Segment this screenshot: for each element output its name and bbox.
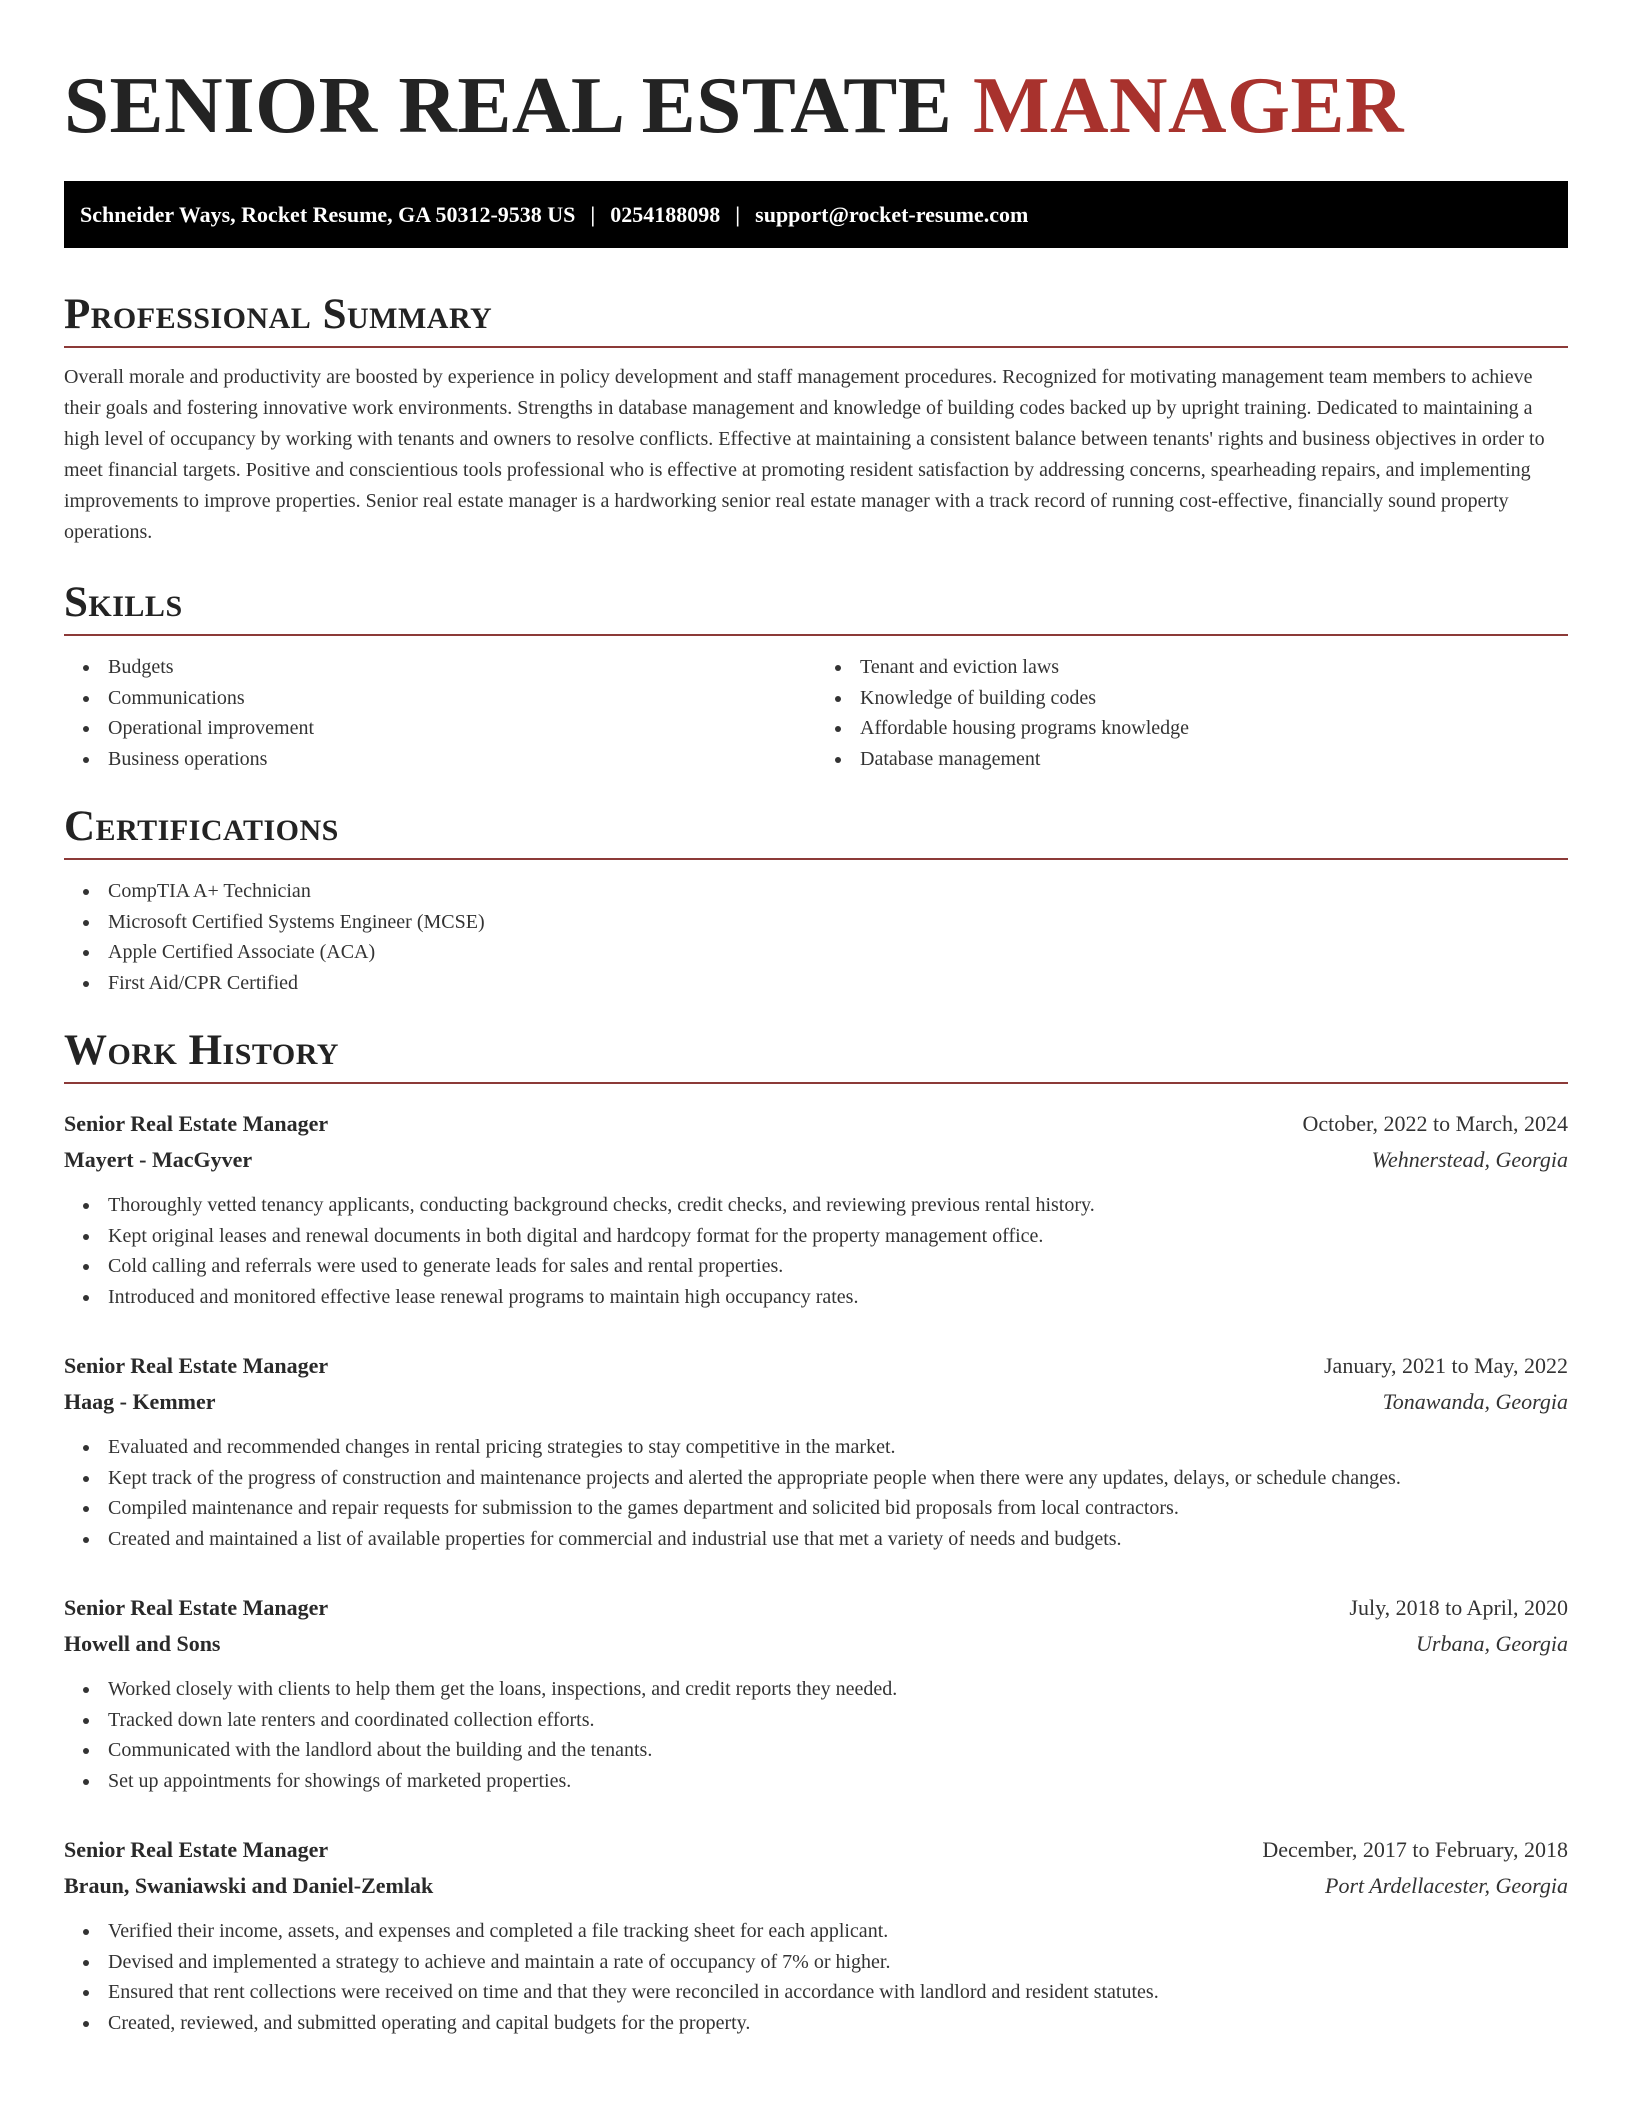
job-header-row: [64, 1832, 1568, 1868]
job-bullet: Kept original leases and renewal documents in both digital and hardcopy format for the property management office.: [108, 1221, 1568, 1252]
skill-item: Budgets: [108, 652, 816, 683]
job-bullet: Evaluated and recommended changes in rental pricing strategies to stay competitive in the market.: [108, 1432, 1568, 1463]
job-company: Braun, Swaniawski and Daniel-Zemlak: [64, 1873, 434, 1898]
job-bullet: Compiled maintenance and repair requests for submission to the games department and solicited bid proposals from local contractors.: [108, 1493, 1568, 1524]
section-title-summary: Professional Summary: [64, 290, 1568, 348]
job-dates: October, 2022 to March, 2024: [1302, 1111, 1568, 1136]
skill-item: Database management: [860, 744, 1568, 775]
summary-text: Overall morale and productivity are boosted by experience in policy development and staff management procedures. Recognized for motivating management team members to achieve their goals and fostering innovative work environments. Strengths in database management and knowledge of building codes backed up by upright training. Dedicated to maintaining a high level of occupancy by working with tenants and owners to resolve conflicts. Effective at maintaining a consistent balance between tenants' rights and business objectives in order to meet financial targets. Positive and conscientious tools professional who is effective at promoting resident satisfaction by addressing concerns, spearheading repairs, and implementing improvements to improve properties. Senior real estate manager is a hardworking senior real estate manager with a track record of running cost-effective, financially sound property operations.: [64, 366, 1545, 543]
name-first: SENIOR REAL ESTATE: [64, 60, 953, 150]
job-bullet: Communicated with the landlord about the building and the tenants.: [108, 1735, 1568, 1766]
job-company: Howell and Sons: [64, 1631, 221, 1656]
job-entry: [64, 1106, 1568, 1312]
job-header-row: [64, 1590, 1568, 1626]
job-bullet: Set up appointments for showings of marketed properties.: [108, 1766, 1568, 1797]
certification-item: Apple Certified Associate (ACA): [108, 937, 1568, 968]
job-bullet: Verified their income, assets, and expenses and completed a file tracking sheet for each applicant.: [108, 1916, 1568, 1947]
job-bullets: [64, 1432, 1568, 1554]
job-entry: [64, 1590, 1568, 1796]
skill-item: Communications: [108, 683, 816, 714]
section-title-work-history: Work History: [64, 1026, 1568, 1084]
job-header-row: [64, 1348, 1568, 1384]
job-title: Senior Real Estate Manager: [64, 1837, 329, 1862]
job-bullet: Created, reviewed, and submitted operating and capital budgets for the property.: [108, 2008, 1568, 2039]
skill-item: Operational improvement: [108, 713, 816, 744]
skills-list-left: [64, 652, 816, 774]
work-history-section: [64, 1026, 1568, 2038]
job-bullet: Thoroughly vetted tenancy applicants, conducting background checks, credit checks, and reviewing previous rental history.: [108, 1190, 1568, 1221]
certification-item: Microsoft Certified Systems Engineer (MCSE): [108, 907, 1568, 938]
job-company: Mayert - MacGyver: [64, 1147, 253, 1172]
resume-page: [64, 0, 1568, 2038]
job-bullet: Devised and implemented a strategy to achieve and maintain a rate of occupancy of 7% or higher.: [108, 1947, 1568, 1978]
job-bullets: [64, 1916, 1568, 2038]
job-bullet: Worked closely with clients to help them get the loans, inspections, and credit reports they needed.: [108, 1674, 1568, 1705]
summary-section: [64, 290, 1568, 548]
job-bullet: Cold calling and referrals were used to generate leads for sales and rental properties.: [108, 1251, 1568, 1282]
name-last: MANAGER: [973, 60, 1405, 150]
job-bullets: [64, 1190, 1568, 1312]
job-bullet: Created and maintained a list of available properties for commercial and industrial use that met a variety of needs and budgets.: [108, 1524, 1568, 1555]
section-title-skills: Skills: [64, 578, 1568, 636]
job-location: Port Ardellacester, Georgia: [1325, 1873, 1568, 1898]
certification-item: CompTIA A+ Technician: [108, 876, 1568, 907]
contact-phone: 0254188098: [610, 202, 721, 227]
job-dates: December, 2017 to February, 2018: [1262, 1837, 1568, 1862]
job-subheader-row: [64, 1868, 1568, 1904]
contact-separator: |: [590, 202, 596, 227]
contact-email: support@rocket-resume.com: [755, 202, 1029, 227]
job-company: Haag - Kemmer: [64, 1389, 216, 1414]
job-entry: [64, 1832, 1568, 2038]
skills-section: [64, 578, 1568, 774]
job-title: Senior Real Estate Manager: [64, 1595, 329, 1620]
certifications-section: [64, 802, 1568, 998]
job-entry: [64, 1348, 1568, 1554]
job-bullet: Tracked down late renters and coordinated collection efforts.: [108, 1705, 1568, 1736]
resume-name: [64, 60, 1568, 150]
job-subheader-row: [64, 1626, 1568, 1662]
job-bullet: Introduced and monitored effective lease renewal programs to maintain high occupancy rates.: [108, 1282, 1568, 1313]
job-location: Tonawanda, Georgia: [1382, 1389, 1568, 1414]
job-location: Urbana, Georgia: [1416, 1631, 1568, 1656]
job-title: Senior Real Estate Manager: [64, 1353, 329, 1378]
job-bullet: Ensured that rent collections were received on time and that they were reconciled in accordance with landlord and resident statutes.: [108, 1977, 1568, 2008]
job-location: Wehnerstead, Georgia: [1371, 1147, 1568, 1172]
certification-item: First Aid/CPR Certified: [108, 968, 1568, 999]
skills-list-right: [816, 652, 1568, 774]
job-dates: January, 2021 to May, 2022: [1324, 1353, 1568, 1378]
skill-item: Knowledge of building codes: [860, 683, 1568, 714]
job-header-row: [64, 1106, 1568, 1142]
skills-grid: [64, 636, 1568, 774]
contact-separator: |: [735, 202, 741, 227]
job-subheader-row: [64, 1142, 1568, 1178]
skill-item: Affordable housing programs knowledge: [860, 713, 1568, 744]
contact-address: Schneider Ways, Rocket Resume, GA 50312-9538 US: [80, 202, 576, 227]
job-title: Senior Real Estate Manager: [64, 1111, 329, 1136]
job-bullets: [64, 1674, 1568, 1796]
contact-bar: [64, 181, 1568, 248]
skill-item: Business operations: [108, 744, 816, 775]
section-title-certifications: Certifications: [64, 802, 1568, 860]
job-dates: July, 2018 to April, 2020: [1349, 1595, 1568, 1620]
certifications-list: [64, 876, 1568, 998]
skill-item: Tenant and eviction laws: [860, 652, 1568, 683]
job-bullet: Kept track of the progress of construction and maintenance projects and alerted the appropriate people when there were any updates, delays, or schedule changes.: [108, 1463, 1568, 1494]
job-subheader-row: [64, 1384, 1568, 1420]
